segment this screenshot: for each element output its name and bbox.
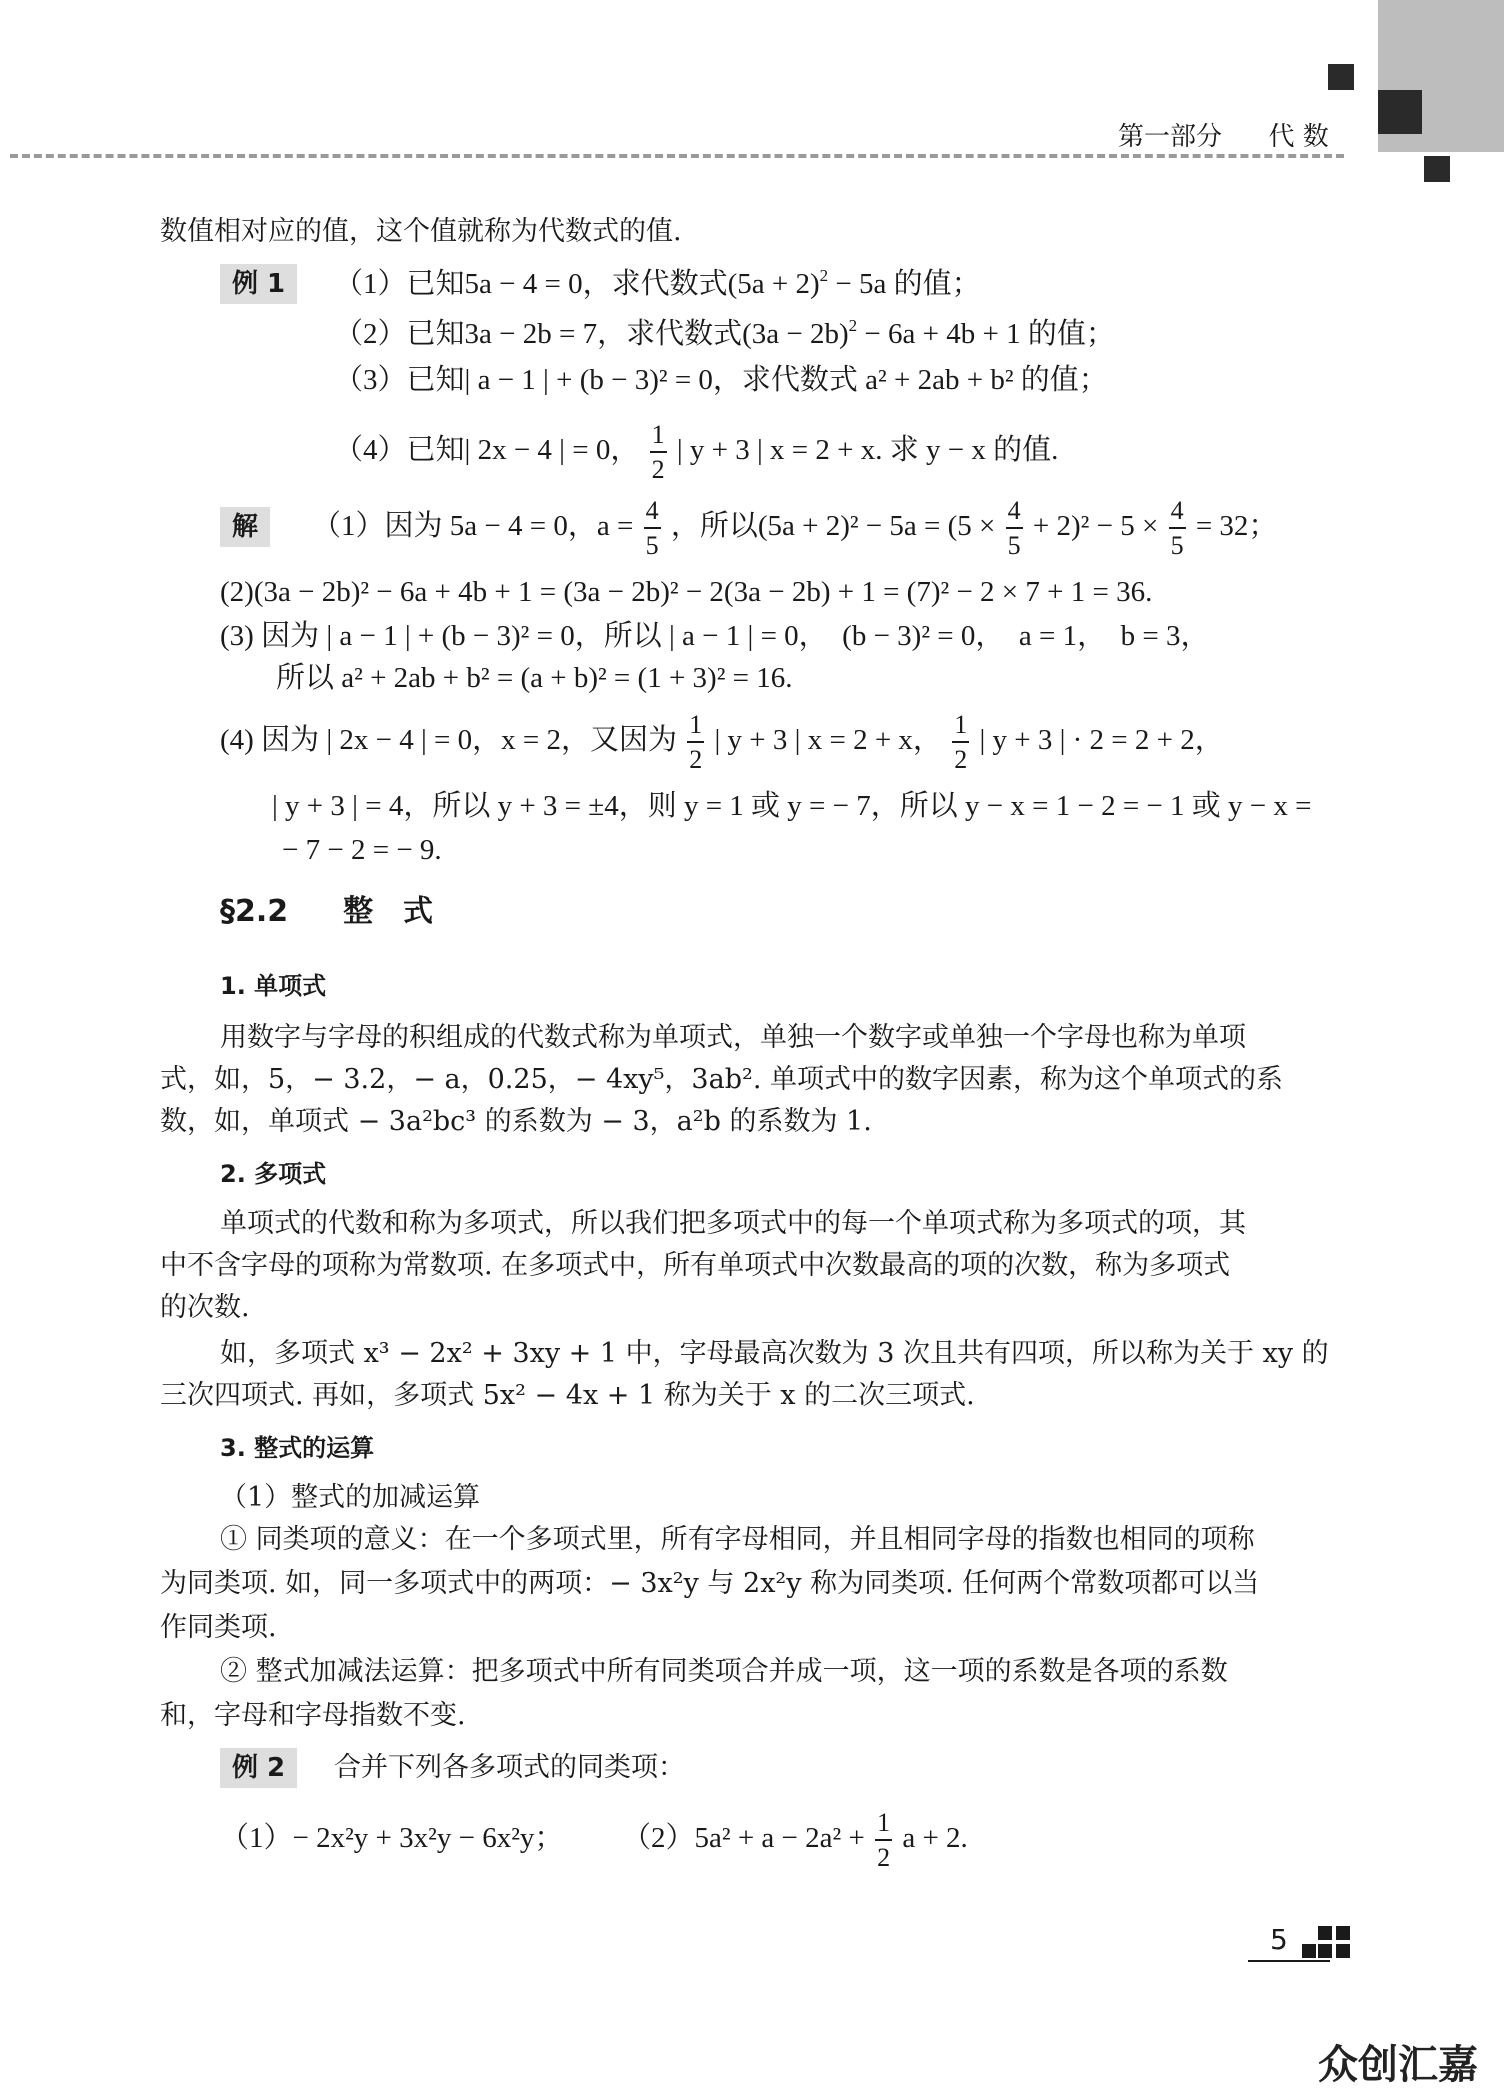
para3-line2: 三次四项式. 再如，多项式 5x² − 4x + 1 称为关于 x 的二次三项式.	[160, 1380, 975, 1411]
solution-s1: （1）因为 5a − 4 = 0，a = $\frac{4}{5}$ ，所以(5a + 2)² − 5a = (5 × $\frac{4}{5}$ + 2)² − 5 × $\frac{4}{5}$ = 32；	[312, 495, 1278, 560]
watermark: 众创汇嘉	[1318, 2042, 1478, 2088]
example1-tag: 例 1	[220, 264, 297, 304]
footer-square-2	[1336, 1926, 1350, 1940]
para3-line1: 如，多项式 x³ − 2x² + 3xy + 1 中，字母最高次数为 3 次且共有四项，所以称为关于 xy 的	[220, 1338, 1329, 1369]
para1-line3: 数，如，单项式 − 3a²bc³ 的系数为 − 3，a²b 的系数为 1.	[160, 1106, 872, 1137]
fraction-one-half: $\frac{1}{2}$	[651, 419, 665, 484]
example2-title: 合并下列各多项式的同类项：	[334, 1752, 685, 1783]
section-number: §2.2	[220, 894, 289, 929]
header-square-2	[1378, 90, 1422, 134]
solution-tag: 解	[220, 507, 270, 547]
para2-line3: 的次数.	[160, 1292, 250, 1323]
page-number: 5	[1270, 1923, 1288, 1956]
section-heading	[220, 892, 433, 932]
footer-square-3	[1318, 1944, 1332, 1958]
solution-s4b: | y + 3 | = 4，所以 y + 3 = ±4，则 y = 1 或 y = − 7，所以 y − x = 1 − 2 = − 1 或 y − x =	[272, 790, 1312, 822]
subheading-operations: 3. 整式的运算	[220, 1434, 375, 1462]
para4-line2: 为同类项. 如，同一多项式中的两项：− 3x²y 与 2x²y 称为同类项. 任何两个常数项都可以当	[160, 1568, 1260, 1599]
header-square-1	[1328, 64, 1354, 90]
para2-line2: 中不含字母的项称为常数项. 在多项式中，所有单项式中次数最高的项的次数，称为多项式	[160, 1250, 1231, 1281]
sub3-item1: （1）整式的加减运算	[220, 1482, 481, 1513]
footer-square-4	[1336, 1944, 1350, 1958]
header-dashed-rule	[10, 154, 1344, 158]
para5-line1: ② 整式加减法运算：把多项式中所有同类项合并成一项，这一项的系数是各项的系数	[220, 1656, 1228, 1687]
header-square-3	[1424, 156, 1450, 182]
solution-s4: (4) 因为 | 2x − 4 | = 0，x = 2，又因为 $\frac{1}{2}$ | y + 3 | x = 2 + x， $\frac{1}{2}$ | y + 3 | · 2 = 2 + 2，	[220, 709, 1224, 774]
example1-q3: （3）已知| a − 1 | + (b − 3)² = 0，求代数式 a² + 2ab + b² 的值；	[334, 364, 1108, 396]
subheading-monomial: 1. 单项式	[220, 972, 327, 1000]
para2-line1: 单项式的代数和称为多项式，所以我们把多项式中的每一个单项式称为多项式的项，其	[220, 1208, 1246, 1239]
para5-line2: 和，字母和字母指数不变.	[160, 1700, 466, 1731]
example2-tag-row	[220, 1748, 297, 1788]
header-chapter: 代 数	[1268, 122, 1329, 152]
para4-line3: 作同类项.	[160, 1612, 277, 1643]
solution-s3b: 所以 a² + 2ab + b² = (a + b)² = (1 + 3)² = 16.	[276, 662, 793, 694]
para4-line1: ① 同类项的意义：在一个多项式里，所有字母相同，并且相同字母的指数也相同的项称	[220, 1524, 1255, 1555]
solution-s2: (2)(3a − 2b)² − 6a + 4b + 1 = (3a − 2b)² − 2(3a − 2b) + 1 = (7)² − 2 × 7 + 1 = 36.	[220, 576, 1153, 608]
footer-square-1	[1318, 1926, 1332, 1940]
solution-s3a: (3) 因为 | a − 1 | + (b − 3)² = 0，所以 | a − 1 | = 0， (b − 3)² = 0， a = 1， b = 3，	[220, 620, 1210, 652]
intro-tail: 数值相对应的值，这个值就称为代数式的值.	[160, 216, 682, 247]
example2-p2: （2）5a² + a − 2a² + $\frac{1}{2}$ a + 2.	[622, 1807, 968, 1872]
example1-q2: （2）已知3a − 2b = 7，求代数式$(3a - 2b)^2 - 6a + 4b + 1$ 的值；	[334, 316, 1115, 350]
subheading-polynomial: 2. 多项式	[220, 1160, 327, 1188]
para1-line1: 用数字与字母的积组成的代数式称为单项式，单独一个数字或单独一个字母也称为单项	[220, 1022, 1246, 1053]
example1-q4: （4）已知| 2x − 4 | = 0， $\frac{1}{2}$ | y + 3 | x = 2 + x. 求 y − x 的值.	[334, 419, 1059, 484]
example1-q1: （1）已知5a − 4 = 0，求代数式$(5a + 2)^2 - 5a$ 的值；	[334, 266, 981, 300]
example2-p1: （1）− 2x²y + 3x²y − 6x²y；	[220, 1822, 564, 1854]
solution-s4c: − 7 − 2 = − 9.	[282, 834, 442, 866]
example2-tag: 例 2	[220, 1748, 297, 1788]
header-section: 第一部分	[1118, 122, 1223, 152]
footer-rule	[1248, 1960, 1330, 1962]
example1-tag-row	[220, 264, 297, 304]
running-header	[1118, 116, 1329, 153]
para1-line2: 式，如，5，− 3.2，− a，0.25，− 4xy⁵，3ab². 单项式中的数字因素，称为这个单项式的系	[160, 1064, 1283, 1095]
footer-square-5	[1302, 1944, 1316, 1958]
section-title: 整 式	[343, 894, 434, 929]
solution-tag-row	[220, 507, 270, 547]
